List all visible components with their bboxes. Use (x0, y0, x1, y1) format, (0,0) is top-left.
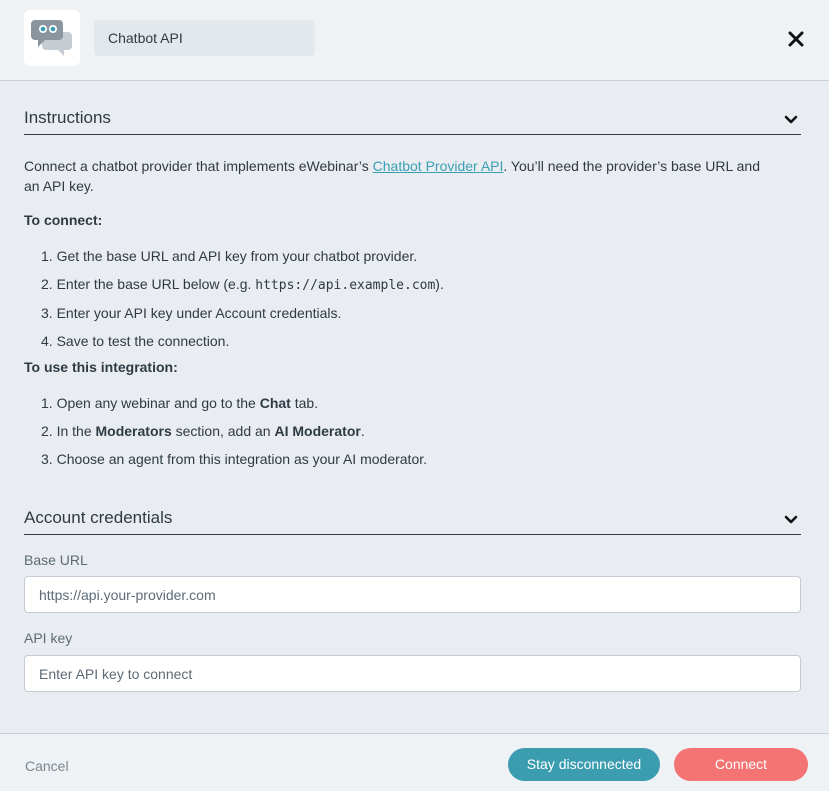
modal-footer (0, 733, 829, 791)
list-item: 1. Open any webinar and go to the Chat tab. (41, 395, 319, 411)
instructions-section-header[interactable] (24, 105, 801, 135)
base-url-input[interactable] (24, 576, 801, 613)
list-item: 3. Enter your API key under Account credentials. (41, 305, 342, 321)
list-item: 4. Save to test the connection. (41, 333, 230, 349)
instructions-intro: Connect a chatbot provider that implements eWebinar’s Chatbot Provider API. You’ll need the provider’s base URL and an API key. (24, 158, 760, 194)
chevron-down-icon[interactable] (783, 112, 799, 128)
connect-button[interactable]: Connect (674, 748, 808, 781)
instructions-title: Instructions (24, 108, 111, 127)
base-url-label: Base URL (24, 552, 88, 568)
api-key-input[interactable] (24, 655, 801, 692)
list-item: 2. Enter the base URL below (e.g. https://api.example.com). (41, 276, 444, 293)
modal-header (0, 0, 829, 81)
list-item: 1. Get the base URL and API key from your chatbot provider. (41, 248, 418, 264)
credentials-title: Account credentials (24, 508, 173, 527)
use-heading: To use this integration: (24, 359, 178, 375)
chatbot-logo-icon (24, 10, 80, 66)
api-key-label: API key (24, 630, 73, 646)
chatbot-provider-api-link[interactable]: Chatbot Provider API (372, 158, 504, 174)
connect-heading: To connect: (24, 212, 103, 228)
cancel-button[interactable]: Cancel (25, 758, 69, 774)
list-item: 2. In the Moderators section, add an AI Moderator. (41, 423, 365, 439)
list-item: 3. Choose an agent from this integration as your AI moderator. (41, 451, 428, 467)
close-icon[interactable] (784, 27, 808, 51)
chevron-down-icon[interactable] (783, 512, 799, 528)
stay-disconnected-button[interactable]: Stay disconnected (508, 748, 660, 781)
credentials-section-header[interactable] (24, 505, 801, 535)
integration-title[interactable]: Chatbot API (94, 20, 315, 56)
